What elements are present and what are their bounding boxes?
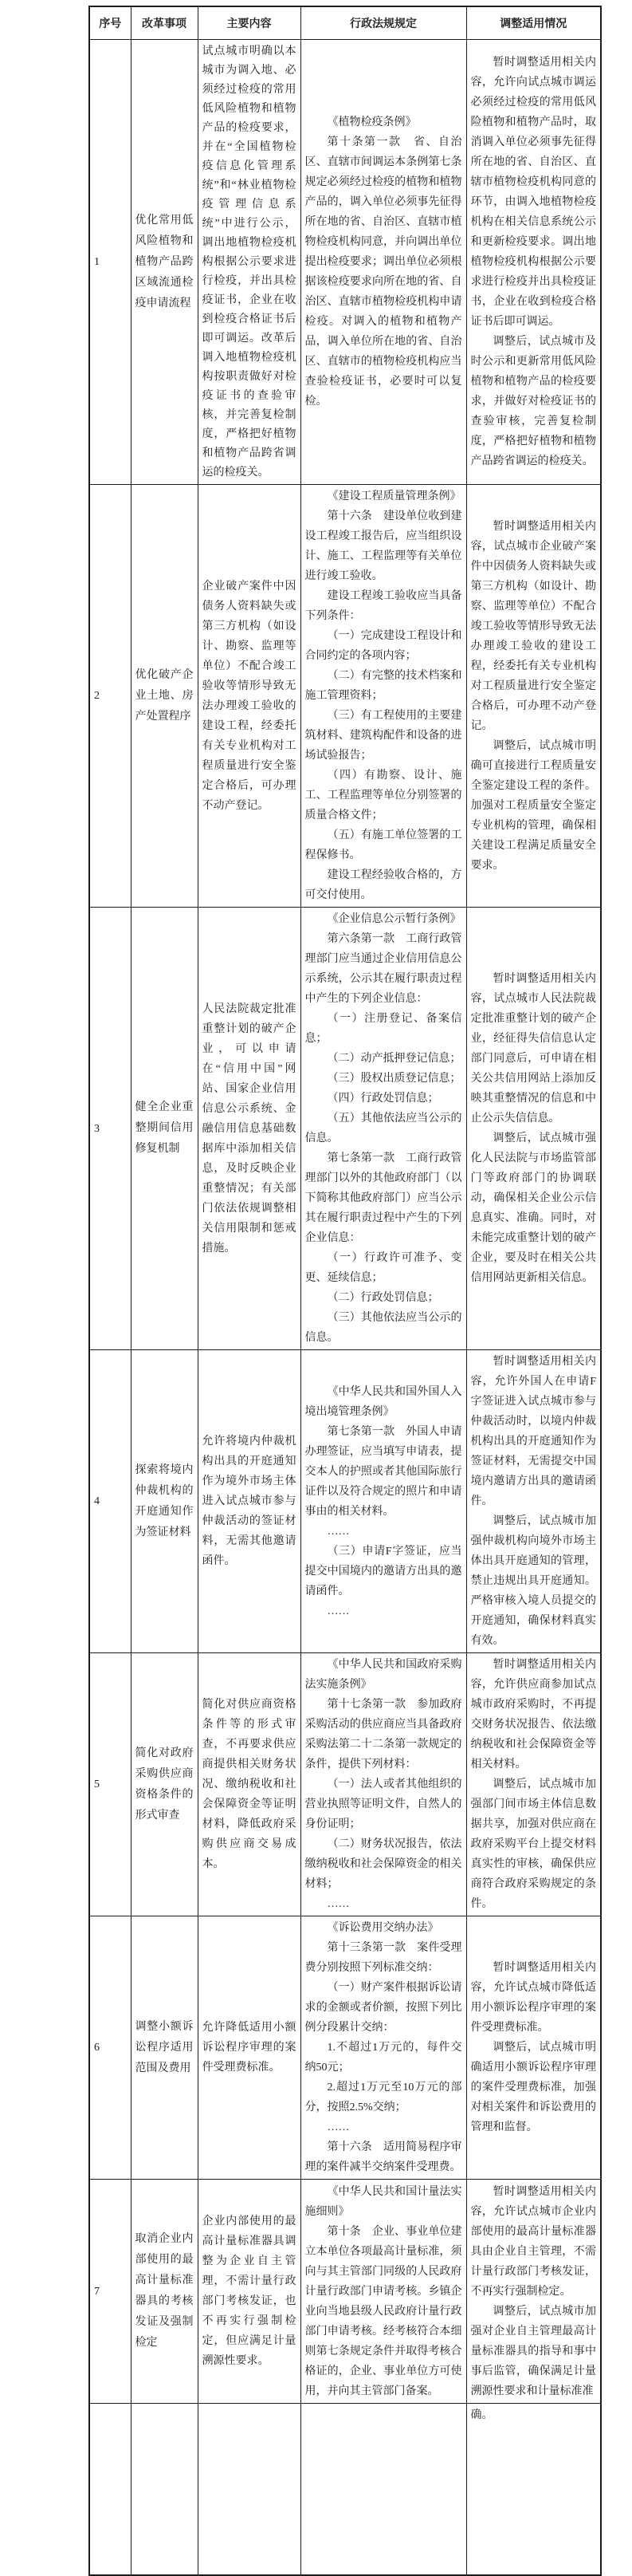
cell-adjustment <box>466 485 601 908</box>
cell-seq-number <box>89 485 131 908</box>
cell-regulations <box>300 2180 466 2404</box>
paragraph: （四）有勘察、设计、施工、工程监理等单位分别签署的质量合格文件； <box>304 770 462 821</box>
cell-reform-item <box>131 908 198 1350</box>
table-row <box>89 908 601 1350</box>
cell-regulations <box>300 908 466 1350</box>
paragraph: 企业破产案件中因债务人资料缺失或第三方机构（如设计、勘察、监理等单位）不配合竣工验收等情形导致无法办理竣工验收的建设工程，经委托有关专业机构对工程质量进行安全鉴定合格后，可办理不动产登记。 <box>202 580 296 812</box>
paragraph: （二）动产抵押登记信息； <box>327 1053 461 1065</box>
paragraph: 4 <box>94 1495 100 1507</box>
cell-regulations <box>300 2404 466 2575</box>
table-header <box>89 6 601 40</box>
paragraph: （三）申请F字签证，应当提交中国境内的邀请方出具的邀请函件。 <box>304 1545 462 1597</box>
cell-regulations <box>300 1653 466 1916</box>
paragraph: （五）有施工单位签署的工程保修书。 <box>304 829 462 861</box>
paragraph: 暂时调整适用相关内容，试点城市企业破产案件中因债务人资料缺失或第三方机构（如设计、勘察、监理等单位）不配合竣工验收等情形导致无法办理竣工验收的建设工程，经委托有关专业机构对工程质量进行安全鉴定合格后，可办理不动产登记。 <box>470 520 596 732</box>
cell-seq-number <box>89 2180 131 2404</box>
cell-adjustment <box>466 2404 601 2575</box>
paragraph: 建设工程竣工验收应当具备下列条件： <box>304 590 462 622</box>
paragraph: 调整后，试点城市加强对企业自主管理最高计量标准器具的指导和事中事后监管，确保满足计量溯源性要求和计量标准准 <box>470 2305 596 2397</box>
cell-main-content <box>198 2404 300 2575</box>
cell-main-content <box>198 40 300 485</box>
paragraph: （二）行政处罚信息； <box>327 1292 439 1304</box>
paragraph: 简化对政府采购供应商资格条件的形式审查 <box>135 1747 194 1822</box>
paragraph: 2 <box>94 690 100 702</box>
paragraph: （一）行政许可准予、变更、延续信息； <box>304 1252 462 1284</box>
cell-main-content <box>198 485 300 908</box>
paragraph: 第七条第一款 外国人申请办理签证，应当填写申请表，提交本人的护照或者其他国际旅行证件以及符合规定的照片和申请事由的相关材料。 <box>304 1425 462 1518</box>
cell-adjustment <box>466 40 601 485</box>
cell-adjustment <box>466 1653 601 1916</box>
paragraph: 《诉讼费用交纳办法》 <box>327 1922 439 1934</box>
cell-seq-number <box>89 1653 131 1916</box>
cell-adjustment <box>466 2180 601 2404</box>
cell-main-content <box>198 2180 300 2404</box>
paragraph: （一）法人或者其他组织的营业执照等证明文件，自然人的身份证明； <box>304 1778 462 1830</box>
paragraph: 暂时调整适用相关内容，允许向试点城市调运必须经过检疫的常用低风险植物和植物产品时，取消调入单位必须事先征得所在地的省、自治区、直辖市植物检疫机构同意的环节，由调入地植物检疫机构在相关信息系统公示和更新检疫要求。调出地植物检疫机构根据公示要求进行检疫并出具检疫证书，企业在收到检疫合格证书后即可调运。 <box>470 57 596 328</box>
cell-reform-item <box>131 485 198 908</box>
cell-regulations <box>300 1916 466 2180</box>
cell-regulations <box>300 40 466 485</box>
paragraph: 5 <box>94 1778 100 1790</box>
cell-seq-number <box>89 1916 131 2180</box>
cell-main-content <box>198 1916 300 2180</box>
paragraph: 调整后，试点城市明确适用小额诉讼程序审理的案件受理费标准，加强对相关案件和诉讼费用的管理和监督。 <box>470 2042 596 2133</box>
paragraph: 探索将境内仲裁机构的开庭通知作为签证材料 <box>135 1463 194 1538</box>
paragraph: 调整后，试点城市加强仲裁机构向境外市场主体出具开庭通知的管理，禁止违规出具开庭通知。严格审核入境人员提交的开庭通知，确保材料真实有效。 <box>470 1515 596 1647</box>
table-row <box>89 1916 601 2180</box>
paragraph: （一）注册登记、备案信息； <box>304 1013 462 1045</box>
header-cell-main-content: 主要内容 <box>198 6 300 40</box>
paragraph: 2.超过1万元至10万元的部分，按照2.5%交纳； <box>304 2082 462 2113</box>
cell-reform-item <box>131 1350 198 1653</box>
paragraph: 《植物检疫条例》 <box>327 116 417 128</box>
cell-adjustment <box>466 1916 601 2180</box>
cell-reform-item <box>131 2180 198 2404</box>
cell-main-content <box>198 1653 300 1916</box>
paragraph: 1 <box>94 256 100 268</box>
paragraph: …… <box>327 1898 350 1910</box>
cell-regulations <box>300 485 466 908</box>
paragraph: 暂时调整适用相关内容，允许供应商参加试点城市政府采购时，不再提交财务状况报告、依法缴纳税收和社会保障资金等相关材料。 <box>470 1659 596 1771</box>
paragraph: （三）其他依法应当公示的信息。 <box>304 1312 462 1344</box>
paragraph: 第七条第一款 工商行政管理部门以外的其他政府部门（以下简称其他政府部门）应当公示其在履行职责过程中产生的下列企业信息： <box>304 1152 462 1244</box>
paragraph: 调整后，试点城市强化人民法院与市场监管部门等政府部门的协调联动，确保相关企业公示信息真实、准确。同时，对未能完成重整计划的破产企业，要及时在相关公共信用网站更新相关信息。 <box>470 1132 596 1284</box>
paragraph: 第十六条 适用简易程序审理的案件减半交纳案件受理费。 <box>304 2141 462 2173</box>
cell-seq-number <box>89 1350 131 1653</box>
paragraph: 7 <box>94 2285 100 2298</box>
paragraph: 企业内部使用的最高计量标准器具调整为企业自主管理，不需计量行政部门考核发证，也不再实行强制检定，但应满足计量溯源性要求。 <box>202 2216 296 2367</box>
paragraph: …… <box>327 1605 350 1617</box>
reform-table-body <box>89 40 601 2575</box>
cell-reform-item <box>131 1653 198 1916</box>
paragraph: 取消企业内部使用的最高计量标准器具的考核发证及强制检定 <box>135 2233 194 2349</box>
cell-seq-number <box>89 40 131 485</box>
cell-regulations <box>300 1350 466 1653</box>
paragraph: 《中华人民共和国政府采购法实施条例》 <box>304 1659 462 1691</box>
paragraph: 确。 <box>470 2409 493 2421</box>
paragraph: 第十条第一款 省、自治区、直辖市间调运本条例第七条规定必须经过检疫的植物和植物产品的，调入单位必须事先征得所在地的省、自治区、直辖市植物检疫机构同意，并向调出单位提出检疫要求；调出单位必须根据该检疫要求向所在地的省、自治区、直辖市植物检疫机构申请检疫。对调入的植物和植物产品，调入单位所在地的省、自治区、直辖市的植物检疫机构应当查验检疫证书，必要时可以复检。 <box>304 136 462 408</box>
paragraph: 暂时调整适用相关内容，允许试点城市企业内部使用的最高计量标准器具由企业自主管理，不需计量行政部门考核发证，不再实行强制检定。 <box>470 2185 596 2298</box>
paragraph: 1.不超过1万元的，每件交纳50元； <box>304 2042 462 2074</box>
header-row <box>89 6 601 40</box>
paragraph: 调整后，试点城市明确可直接进行工程质量安全鉴定建设工程的条件。加强对工程质量安全鉴定专业机构的管理，确保相关建设工程满足质量安全要求。 <box>470 739 596 872</box>
paragraph: …… <box>327 1525 350 1538</box>
paragraph: 暂时调整适用相关内容，允许试点城市降低适用小额诉讼程序审理的案件受理费标准。 <box>470 1962 596 2034</box>
header-cell-regulations: 行政法规规定 <box>300 6 466 40</box>
cell-reform-item <box>131 1916 198 2180</box>
paragraph: 健全企业重整期间信用修复机制 <box>135 1101 194 1155</box>
paragraph: （四）行政处罚信息； <box>327 1093 439 1105</box>
paragraph: （三）股权出质登记信息； <box>327 1073 461 1085</box>
paragraph: 6 <box>94 2042 100 2054</box>
header-cell-seq: 序号 <box>89 6 131 40</box>
paragraph: （一）完成建设工程设计和合同约定的各项内容； <box>304 630 462 662</box>
header-cell-reform-item: 改革事项 <box>131 6 198 40</box>
cell-reform-item <box>131 2404 198 2575</box>
paragraph: （三）有工程使用的主要建筑材料、建筑构配件和设备的进场试验报告； <box>304 710 462 762</box>
paragraph: …… <box>327 2121 350 2133</box>
paragraph: 允许将境内仲裁机构出具的开庭通知作为境外市场主体进入试点城市参与仲裁活动的签证材料，无需其他邀请函件。 <box>202 1436 296 1567</box>
paragraph: 3 <box>94 1122 100 1135</box>
paragraph: 第六条第一款 工商行政管理部门应当通过企业信用信息公示系统，公示其在履行职责过程中产生的下列企业信息： <box>304 933 462 1005</box>
table-row <box>89 40 601 485</box>
table-row <box>89 2404 601 2575</box>
paragraph: 试点城市明确以本城市为调入地、必须经过检疫的常用低风险植物和植物产品的检疫要求，并在“全国植物检疫信息化管理系统”和“林业植物检疫管理信息系统”中进行公示，调出地植物检疫机构根据公示要求进行检疫，并出具检疫证书，企业在收到检疫合格证书后即可调运。改革后调入地植物检疫机构按职责做好对检疫证书的查验审核，并完善复检制度，严格把好植物和植物产品跨省调运的检疫关。 <box>202 45 296 479</box>
paragraph: 调整后，试点城市加强部门间市场主体信息数据共享，加强对供应商在政府采购平台上提交材料真实性的审核，确保供应商符合政府采购规定的条件。 <box>470 1778 596 1910</box>
reform-items-table <box>88 6 602 2576</box>
paragraph: 第十七条第一款 参加政府采购活动的供应商应当具备政府采购法第二十二条第一款规定的条件，提供下列材料： <box>304 1699 462 1771</box>
paragraph: 暂时调整适用相关内容，试点城市人民法院裁定批准重整计划的破产企业，经征得失信信息认定部门同意后，可申请在相关公共信用网站上添加反映其重整情况的信息和中止公示失信信息。 <box>470 973 596 1125</box>
paragraph: 暂时调整适用相关内容，允许外国人在申请F字签证进入试点城市参与仲裁活动时，以境内仲裁机构出具的开庭通知作为签证材料，无需提交中国境内邀请方出具的邀请函件。 <box>470 1356 596 1507</box>
paragraph: （二）财务状况报告，依法缴纳税收和社会保障资金的相关材料； <box>304 1838 462 1890</box>
paragraph: 第十条 企业、事业单位建立本单位各项最高计量标准，须向与其主管部门同级的人民政府计量行政部门申请考核。乡镇企业向当地县级人民政府计量行政部门申请考核。经考核符合本细则第七条规定条件并取得考核合格证的，企业、事业单位方可使用，并向其主管部门备案。 <box>304 2225 462 2397</box>
cell-seq-number <box>89 908 131 1350</box>
paragraph: 《建设工程质量管理条例》 <box>327 490 461 502</box>
paragraph: 简化对供应商资格条件等的形式审查，不再要求供应商提供相关财务状况、缴纳税收和社会保障资金等证明材料，降低政府采购供应商交易成本。 <box>202 1699 296 1870</box>
paragraph: （一）财产案件根据诉讼请求的金额或者价额，按照下列比例分段累计交纳： <box>304 1982 462 2034</box>
cell-adjustment <box>466 1350 601 1653</box>
paragraph: 允许降低适用小额诉讼程序审理的案件受理费标准。 <box>202 2022 296 2074</box>
table-row <box>89 1350 601 1653</box>
paragraph: 调整后，试点城市及时公示和更新常用低风险植物和植物产品的检疫要求，并做好对检疫证书的查验审核，完善复检制度，严格把好植物和植物产品跨省调运的检疫关。 <box>470 336 596 467</box>
cell-seq-number <box>89 2404 131 2575</box>
paragraph: 《中华人民共和国外国人入境出境管理条例》 <box>304 1385 462 1418</box>
paragraph: 第十三条第一款 案件受理费分别按照下列标准交纳： <box>304 1942 462 1974</box>
table-row <box>89 485 601 908</box>
cell-main-content <box>198 908 300 1350</box>
paragraph: （五）其他依法应当公示的信息。 <box>304 1113 462 1144</box>
paragraph: 建设工程经验收合格的，方可交付使用。 <box>304 869 462 901</box>
table-row <box>89 1653 601 1916</box>
table-row <box>89 2180 601 2404</box>
paragraph: 《中华人民共和国计量法实施细则》 <box>304 2185 462 2218</box>
paragraph: 人民法院裁定批准重整计划的破产企业，可以申请在“信用中国”网站、国家企业信用信息公示系统、金融信用信息基础数据库中添加相关信息，及时反映企业重整情况；有关部门依法依规调整相关信用限制和惩戒措施。 <box>202 1002 296 1255</box>
paragraph: 《企业信息公示暂行条例》 <box>327 913 461 925</box>
cell-reform-item <box>131 40 198 485</box>
paragraph: 调整小额诉讼程序适用范围及费用 <box>135 2020 194 2074</box>
paragraph: 优化破产企业土地、房产处置程序 <box>135 668 194 723</box>
paragraph: 优化常用低风险植物和植物产品跨区域流通检疫申请流程 <box>135 214 194 309</box>
paragraph: （二）有完整的技术档案和施工管理资料； <box>304 670 462 702</box>
paragraph: 第十六条 建设单位收到建设工程竣工报告后，应当组织设计、施工、工程监理等有关单位进行竣工验收。 <box>304 510 462 582</box>
cell-adjustment <box>466 908 601 1350</box>
cell-main-content <box>198 1350 300 1653</box>
header-cell-adjustment: 调整适用情况 <box>466 6 601 40</box>
